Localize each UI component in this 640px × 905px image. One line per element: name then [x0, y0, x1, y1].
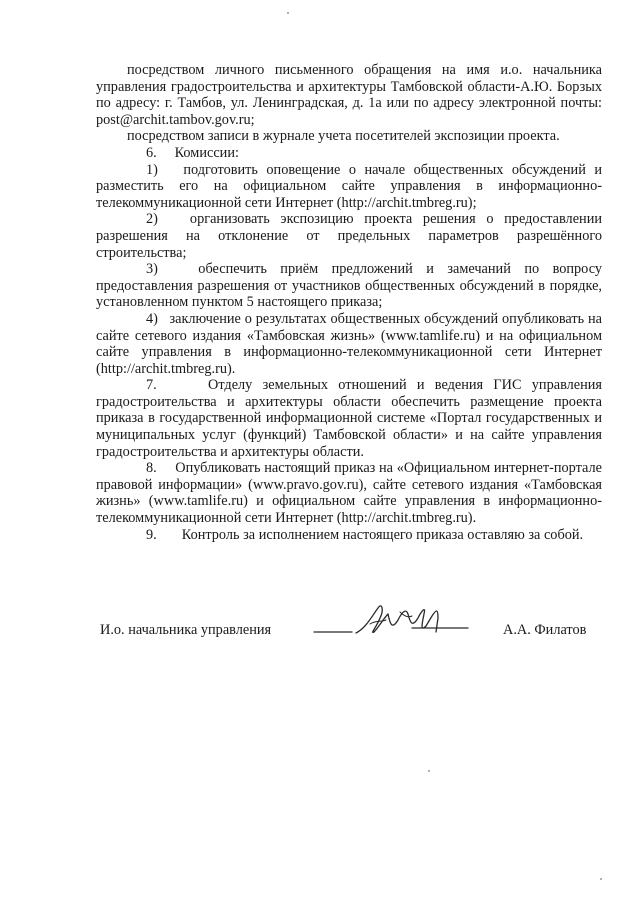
- paragraph-item-6-2: 2) организовать экспозицию проекта решения о предоставлении разрешения на отклонение от предельных параметров разрешённого строительства;: [96, 211, 602, 261]
- paragraph-item-7: 7. Отделу земельных отношений и ведения ГИС управления градостроительства и архитектуры области обеспечить размещение проекта приказа в государственной информационной системе «Портал государственных и муниципальных услуг (функций) Тамбовской области» и на сайте управления градостроительства и архитектуры области.: [96, 377, 602, 460]
- paragraph-contact-journal: посредством записи в журнале учета посетителей экспозиции проекта.: [127, 128, 560, 145]
- handwritten-signature: [312, 598, 472, 648]
- paragraph-item-9: 9. Контроль за исполнением настоящего приказа оставляю за собой.: [146, 526, 584, 543]
- document-body: [96, 62, 602, 543]
- signatory-name: А.А. Филатов: [503, 622, 587, 638]
- scan-speck: [428, 770, 430, 772]
- paragraph-item-6-4: 4) заключение о результатах общественных обсуждений опубликовать на сайте сетевого издания «Тамбовская жизнь» (www.tamlife.ru) и на официальном сайте управления в информационно-телекоммуникационной сети Интернет (http://archit.tmbreg.ru).: [96, 310, 602, 377]
- signature-block: [0, 598, 640, 658]
- scan-speck: [600, 878, 602, 880]
- paragraph-item-6: 6. Комиссии:: [146, 144, 239, 161]
- paragraph-item-6-3: 3) обеспечить приём предложений и замечаний по вопросу предоставления разрешения от участников общественных обсуждений в порядке, установленном пунктом 5 настоящего приказа;: [96, 261, 602, 311]
- scan-speck: [287, 12, 289, 14]
- paragraph-item-8: 8. Опубликовать настоящий приказ на «Официальном интернет-портале правовой информации» (www.pravo.gov.ru), сайте сетевого издания «Тамбовская жизнь» (www.tamlife.ru) и официальном сайте управления в информационно-телекоммуникационной сети Интернет (http://archit.tmbreg.ru).: [96, 460, 602, 527]
- paragraph-item-6-1: 1) подготовить оповещение о начале общественных обсуждений и разместить его на официальном сайте управления в информационно-телекоммуникационной сети Интернет (http://archit.tmbreg.ru);: [96, 161, 602, 211]
- signatory-position: И.о. начальника управления: [100, 622, 272, 638]
- paragraph-contact-letter: посредством личного письменного обращения на имя и.о. начальника управления градостроительства и архитектуры Тамбовской области-А.Ю. Борзых по адресу: г. Тамбов, ул. Ленинградская, д. 1а или по адресу электронной почты: post@archit.tambov.gov.ru;: [96, 62, 602, 128]
